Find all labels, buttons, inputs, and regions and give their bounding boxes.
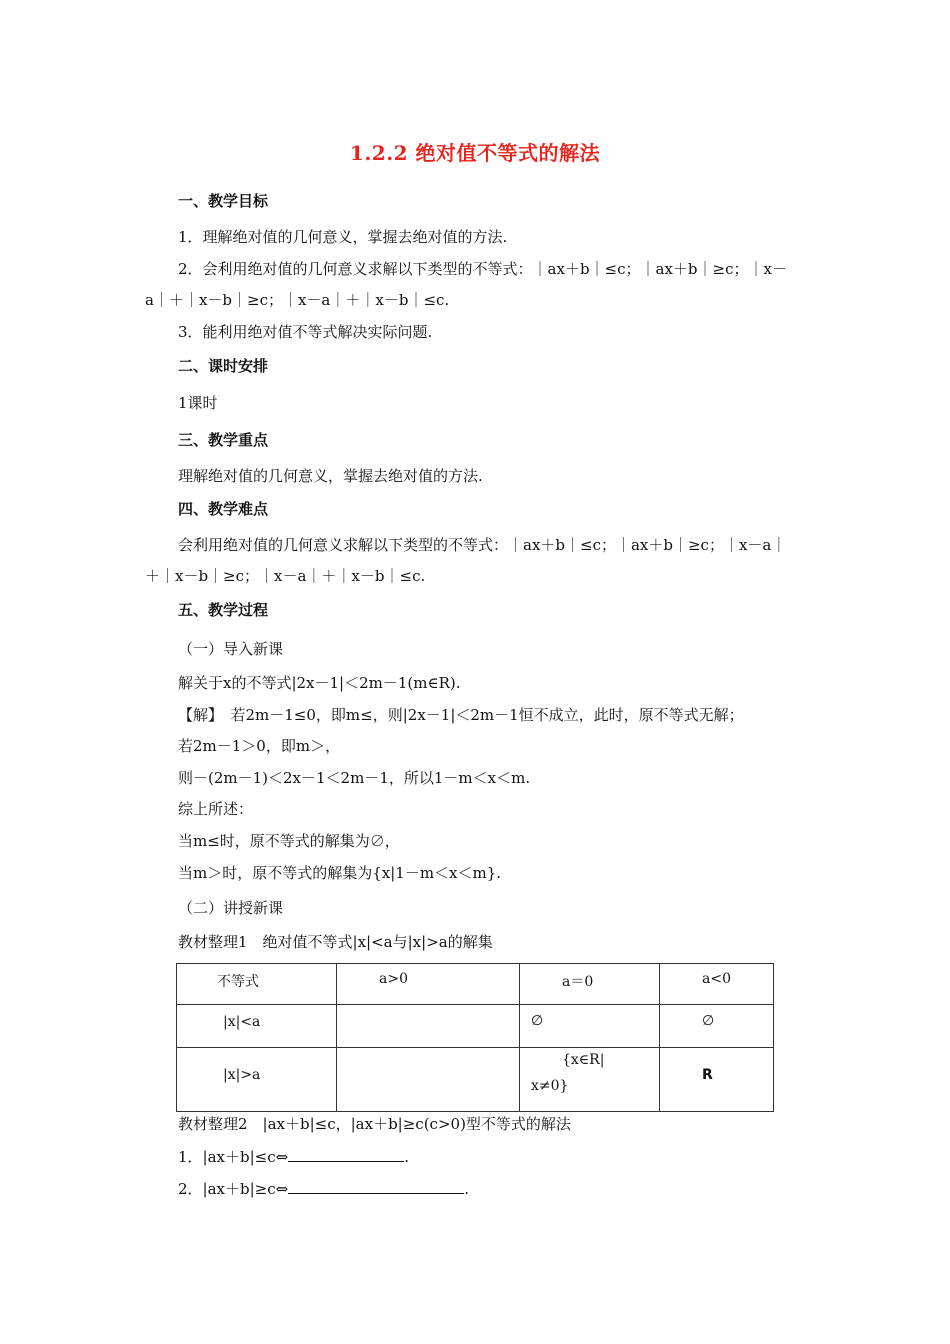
subsection-new-lesson: （二）讲授新课 <box>178 899 284 917</box>
answer-blank-2 <box>288 1178 464 1194</box>
difficulties-line1: 会利用绝对值的几何意义求解以下类型的不等式：｜ax＋b｜≤c；｜ax＋b｜≥c；｜x－a｜ <box>178 536 787 554</box>
solution-set-table <box>176 963 774 1112</box>
difficulties-line2: ＋｜x－b｜≥c；｜x－a｜＋｜x－b｜≤c. <box>145 567 426 585</box>
table-cell: |x|<a <box>177 1005 337 1048</box>
formula-1-text: 1．|ax＋b|≤c⇔ <box>178 1148 289 1166</box>
page-title: 1.2.2 绝对值不等式的解法 <box>349 141 601 165</box>
table-header-row <box>177 964 774 1005</box>
solution-line-6: 当m＞时，原不等式的解集为{x|1－m＜x＜m}. <box>178 864 502 882</box>
table-cell <box>337 1048 520 1112</box>
formula-2-text: 2．|ax＋b|≥c⇔ <box>178 1180 289 1198</box>
problem-statement: 解关于x的不等式|2x－1|＜2m－1(m∈R). <box>178 674 461 692</box>
table-header-cell: 不等式 <box>177 964 337 1005</box>
table-cell <box>337 1005 520 1048</box>
subsection-intro: （一）导入新课 <box>178 640 284 658</box>
section-heading-key-points: 三、教学重点 <box>178 431 269 449</box>
schedule-text: 1课时 <box>178 394 218 412</box>
table-header-cell: a>0 <box>337 964 520 1005</box>
solution-line-4: 综上所述： <box>178 800 254 818</box>
solution-line-2: 若2m－1＞0，即m＞， <box>178 737 341 755</box>
solution-line-5: 当m≤时，原不等式的解集为∅， <box>178 832 400 850</box>
textbook-note-1: 教材整理1 绝对值不等式|x|<a与|x|>a的解集 <box>178 933 493 951</box>
textbook-note-2: 教材整理2 |ax＋b|≤c，|ax＋b|≥c(c>0)型不等式的解法 <box>178 1115 571 1133</box>
objective-2-line1: 2．会利用绝对值的几何意义求解以下类型的不等式：｜ax＋b｜≤c；｜ax＋b｜≥c；｜x－ <box>178 260 787 278</box>
period: . <box>404 1148 409 1166</box>
formula-1 <box>178 1146 409 1167</box>
table-header-cell: a<0 <box>660 964 774 1005</box>
table-cell: |x|>a <box>177 1048 337 1112</box>
period: . <box>464 1180 469 1198</box>
answer-blank-1 <box>288 1146 404 1162</box>
table-cell: {x∈R| x≠0} <box>520 1048 660 1112</box>
formula-2 <box>178 1178 469 1199</box>
solution-line-3: 则－(2m－1)＜2x－1＜2m－1，所以1－m＜x＜m. <box>178 769 531 787</box>
objective-2-line2: a｜＋｜x－b｜≥c；｜x－a｜＋｜x－b｜≤c. <box>145 291 450 309</box>
table-row <box>177 1048 774 1112</box>
objective-1: 1．理解绝对值的几何意义，掌握去绝对值的方法. <box>178 228 508 246</box>
objective-3: 3．能利用绝对值不等式解决实际问题. <box>178 323 433 341</box>
section-heading-process: 五、教学过程 <box>178 601 269 619</box>
table-cell: ∅ <box>520 1005 660 1048</box>
section-heading-schedule: 二、课时安排 <box>178 357 269 375</box>
table-header-cell: a＝0 <box>520 964 660 1005</box>
key-points-text: 理解绝对值的几何意义，掌握去绝对值的方法. <box>178 467 483 485</box>
table-row <box>177 1005 774 1048</box>
solution-line-1: 【解】 若2m－1≤0，即m≤，则|2x－1|＜2m－1恒不成立，此时，原不等式无解； <box>178 706 744 724</box>
table-cell: R <box>660 1048 774 1112</box>
table-cell: ∅ <box>660 1005 774 1048</box>
section-heading-objectives: 一、教学目标 <box>178 192 269 210</box>
section-heading-difficulties: 四、教学难点 <box>178 500 269 518</box>
